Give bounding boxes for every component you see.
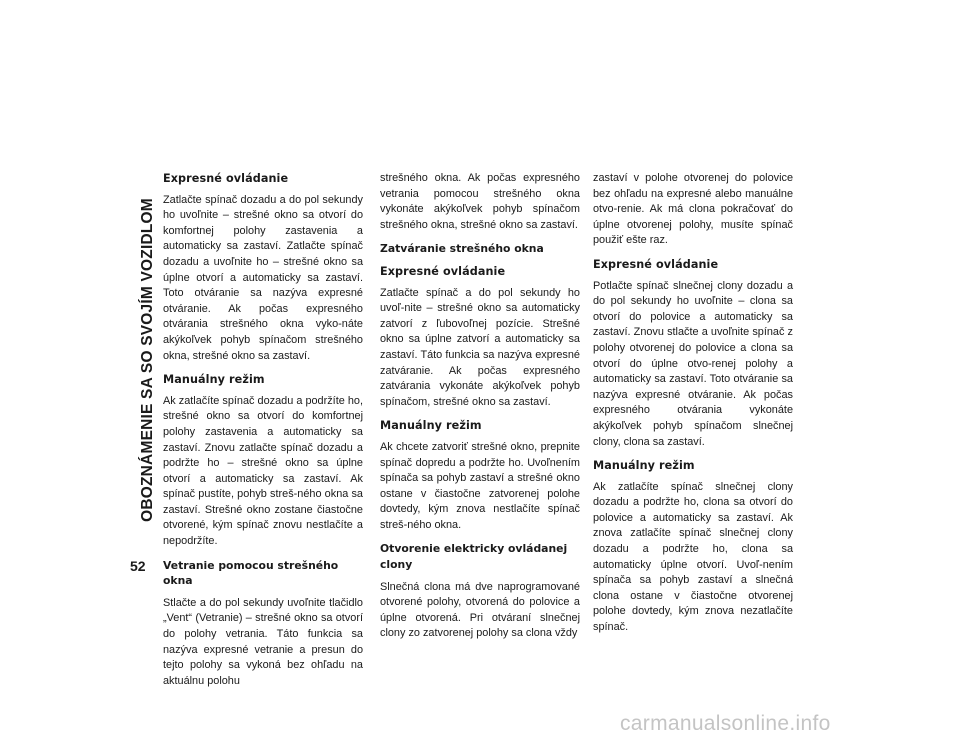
section-heading: Otvorenie elektricky ovládanej clony — [380, 542, 568, 572]
paragraph: zastaví v polohe otvorenej do polovice bez ohľadu na expresné alebo manuálne otvo-renie. Ak má clona pokračovať do úplne otvorenej polohy, musíte spínač použiť ešte raz. — [593, 172, 793, 247]
section-side-title-text: OBOZNÁMENIE SA SO SVOJÍM VOZIDLOM — [139, 198, 156, 522]
paragraph: Ak zatlačíte spínač dozadu a podržíte ho, strešné okno sa otvorí do komfortnej polohy zastavenia a automaticky sa zastaví. Znovu zatlačte spínač dozadu a podržte ho – strešné okno sa úplne otvorí a automaticky sa zastaví. Ak spínač pustíte, pohyb streš-ného okna sa zastaví. Strešné okno zostane čiastočne otvorené, kým spínač znovu nestlačíte a nepodržíte. — [163, 394, 363, 548]
paragraph: strešného okna. Ak počas expresného vetrania pomocou strešného okna vykonáte akýkoľvek pohyb spínačom strešného okna, strešné okno sa zastaví. — [380, 172, 580, 231]
watermark: carmanualsonline.info — [620, 712, 831, 735]
heading: Expresné ovládanie — [593, 257, 719, 271]
text-column-2 — [380, 171, 580, 650]
paragraph: Ak chcete zatvoriť strešné okno, prepnite spínač dopredu a podržte ho. Uvoľnením spínača sa pohyb zastaví a strešné okno ostane v čiastočne zatvorenej polohe dovtedy, kým znova nestlačíte spínač streš-ného okna. — [380, 440, 580, 531]
paragraph: Slnečná clona má dve naprogramované otvorené polohy, otvorená do polovice a úplne otvorená. Pri otváraní slnečnej clony zo zatvorenej polohy sa clona vždy — [380, 580, 580, 640]
section-side-title — [128, 170, 168, 550]
text-column-3 — [593, 171, 793, 644]
section-heading: Vetranie pomocou strešného okna — [163, 558, 339, 588]
paragraph: Potlačte spínač slnečnej clony dozadu a do pol sekundy ho uvoľnite – clona sa otvorí do polovice a automaticky sa zastaví. Znovu stlačte a uvoľnite spínač z polohy otvorenej do polovice a clona sa otvorí do úplne otvo-renej polohy a automaticky sa zastaví. Toto otváranie sa nazýva expresné otváranie. Ak počas expresného otvárania vykonáte akýkoľvek pohyb spínačom slnečnej clony, clona sa zastaví. — [593, 279, 793, 448]
paragraph: Stlačte a do pol sekundy uvoľnite tlačidlo „Vent“ (Vetranie) – strešné okno sa otvorí do polohy vetrania. Táto funkcia sa nazýva expresné vetranie a presun do tejto polohy sa vykoná bez ohľadu na aktuálnu polohu — [163, 596, 363, 687]
page-number: 52 — [130, 558, 146, 574]
heading: Manuálny režim — [593, 459, 695, 473]
heading: Manuálny režim — [380, 419, 482, 433]
section-heading: Zatváranie strešného okna — [380, 242, 544, 256]
heading: Manuálny režim — [163, 373, 265, 387]
heading: Expresné ovládanie — [380, 264, 506, 278]
text-column-1 — [163, 171, 363, 697]
paragraph: Zatlačte spínač a do pol sekundy ho uvoľ-nite – strešné okno sa automaticky zatvorí z ľubovoľnej pozície. Strešné okno sa úplne zatvorí a automaticky sa zastaví. Táto funkcia sa nazýva expresné zatváranie. Ak počas expresného zatvárania vykonáte akýkoľvek pohyb spínačom, strešné okno sa zastaví. — [380, 286, 580, 408]
paragraph: Ak zatlačíte spínač slnečnej clony dozadu a podržte ho, clona sa otvorí do polovice a automaticky sa zastaví. Ak znova zatlačíte spínač slnečnej clony dozadu a podržte ho, clona sa automaticky úplne otvorí. Uvoľ-nením spínača sa pohyb zastaví a slnečná clona ostane v čiastočne otvorenej polohe dovtedy, kým znova nezatlačíte spínač. — [593, 480, 793, 634]
heading: Expresné ovládanie — [163, 172, 289, 185]
paragraph: Zatlačte spínač dozadu a do pol sekundy ho uvoľnite – strešné okno sa otvorí do komfortnej polohy zastavenia a automaticky sa zastaví. Zatlačte spínač dozadu a uvoľnite ho – strešné okno sa úplne otvorí a automaticky sa zastaví. Toto otváranie sa nazýva expresné otváranie. Ak počas expresného otvárania strešného okna vyko-náte akýkoľvek pohyb spínačom strešného okna, strešné okno sa zastaví. — [163, 193, 363, 362]
